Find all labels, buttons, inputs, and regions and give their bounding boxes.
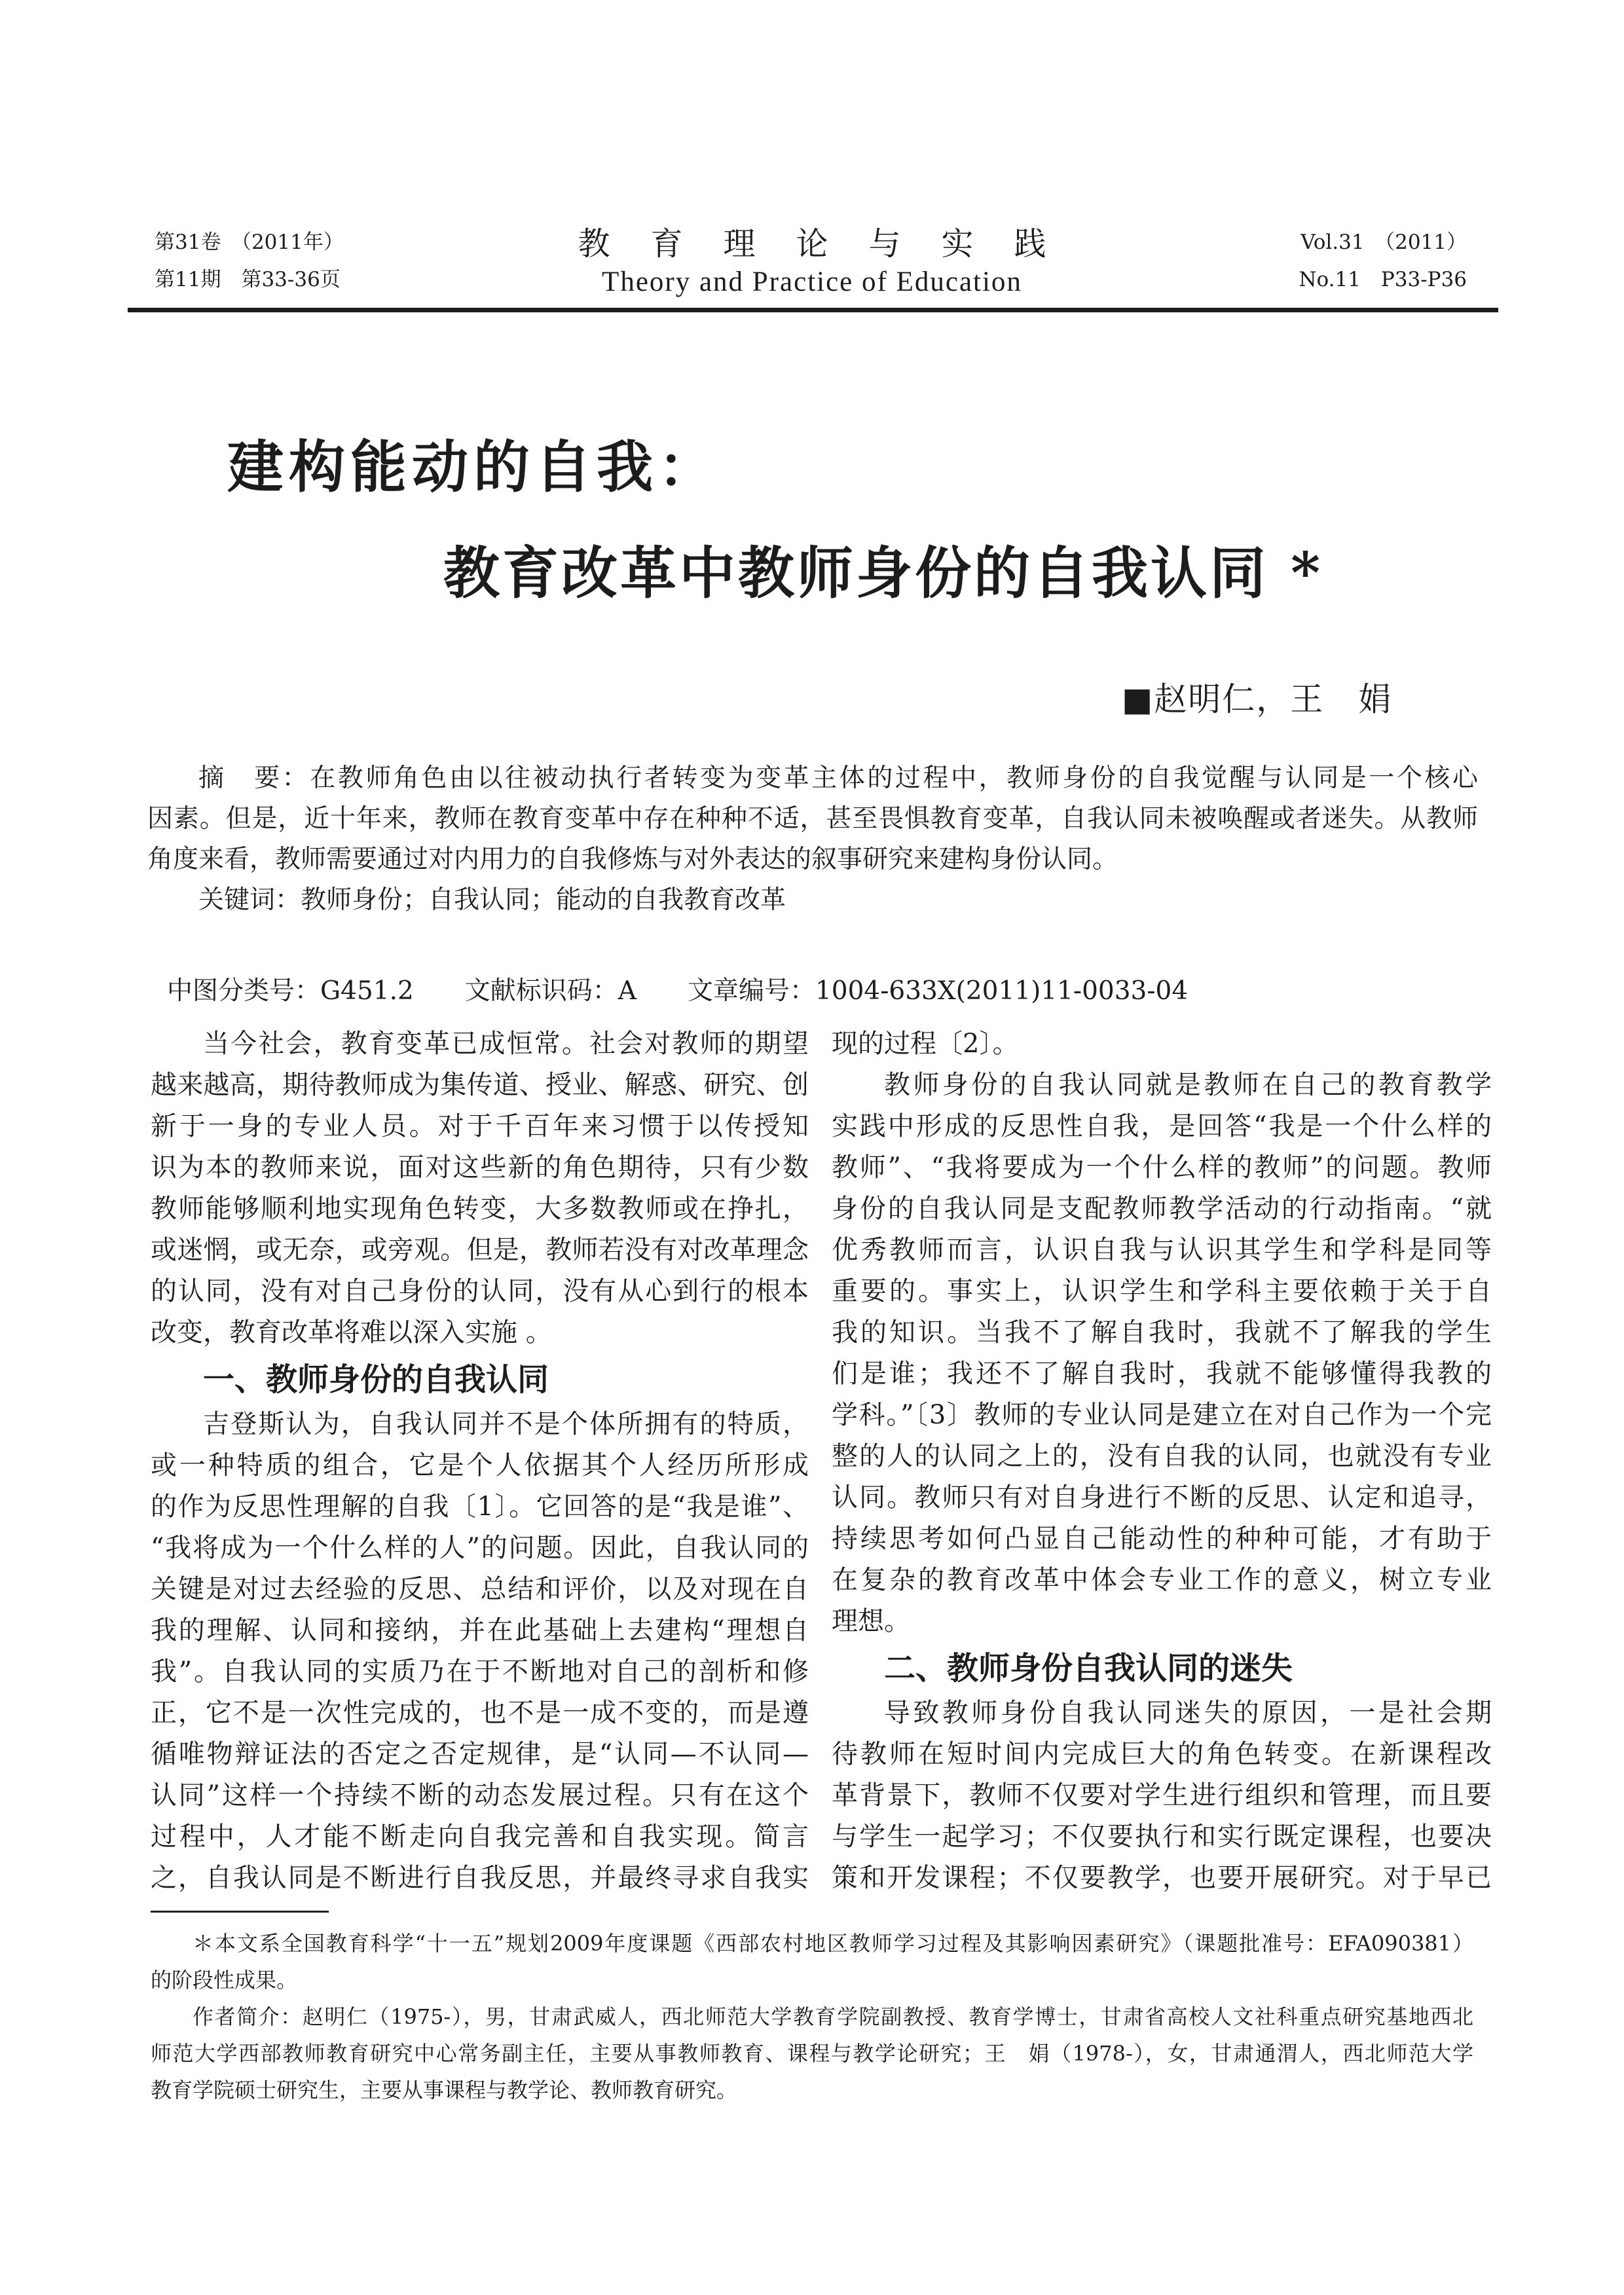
text-line: 识为本的教师来说，面对这些新的角色期待，只有少数 — [151, 1152, 809, 1183]
journal-title-cn: 教育理论与实践 — [578, 225, 1087, 263]
author-line — [1122, 673, 1392, 720]
text-line: 之，自我认同是不断进行自我反思，并最终寻求自我实 — [151, 1863, 809, 1893]
text-line: 的阶段性成果。 — [151, 1968, 298, 1992]
text-line: 过程中，人才能不断走向自我完善和自我实现。简言 — [151, 1822, 809, 1852]
text-line: 学科。”〔3〕教师的专业认同是建立在对自己作为一个完 — [832, 1400, 1492, 1430]
author-marker-icon: ■ — [1122, 680, 1154, 718]
text-line: 正，它不是一次性完成的，也不是一成不变的，而是遵 — [151, 1698, 809, 1728]
issue-number-cn: 第11期 第33-36页 — [155, 268, 341, 291]
text-line: 吉登斯认为，自我认同并不是个体所拥有的特质， — [203, 1409, 809, 1439]
text-line: 摘 要：在教师角色由以往被动执行者转变为变革主体的过程中，教师身份的自我觉醒与认同是一个核心 — [198, 763, 1478, 793]
classification-line: 中图分类号：G451.2 文献标识码：A 文章编号：1004-633X(2011)11-0033-04 — [167, 976, 1189, 1006]
text-line: 我的理解、认同和接纳，并在此基础上去建构“理想自 — [151, 1615, 809, 1645]
author-names: 赵明仁，王 娟 — [1154, 680, 1393, 718]
text-line: 教师身份的自我认同就是教师在自己的教育教学 — [884, 1070, 1492, 1100]
text-line: 或一种特质的组合，它是个人依据其个人经历所形成 — [151, 1450, 809, 1480]
body-column-right — [832, 1023, 1492, 1899]
text-line: 革背景下，教师不仅要对学生进行组织和管理，而且要 — [832, 1780, 1492, 1810]
journal-title-en: Theory and Practice of Education — [602, 266, 1022, 297]
text-line: 的作为反思性理解的自我〔1〕。它回答的是“我是谁”、 — [151, 1492, 809, 1522]
text-line: 理想。 — [832, 1606, 910, 1636]
text-line: 新于一身的专业人员。对于千百年来习惯于以传授知 — [151, 1111, 809, 1141]
text-line: 作者简介：赵明仁（1975-），男，甘肃武威人，西北师范大学教育学院副教授、教育学博士，甘肃省高校人文社科重点研究基地西北 — [193, 2004, 1473, 2029]
text-line: 优秀教师而言，认识自我与认识其学生和学科是同等 — [832, 1235, 1492, 1265]
issue-info-right — [1299, 224, 1467, 299]
text-line: 当今社会，教育变革已成恒常。社会对教师的期望 — [203, 1029, 809, 1059]
text-line: 在复杂的教育改革中体会专业工作的意义，树立专业 — [832, 1565, 1492, 1595]
text-line: 现的过程〔2〕。 — [832, 1029, 1019, 1059]
text-line: 实践中形成的反思性自我，是回答“我是一个什么样的 — [832, 1111, 1492, 1141]
text-line: 们是谁；我还不了解自我时，我就不能够懂得我教的 — [832, 1359, 1492, 1389]
text-line: 教师能够顺利地实现角色转变，大多数教师或在挣扎， — [151, 1194, 809, 1224]
text-line: “我将成为一个什么样的人”的问题。因此，自我认同的 — [151, 1533, 809, 1563]
text-line: ＊本文系全国教育科学“十一五”规划2009年度课题《西部农村地区教师学习过程及其影响因素研究》（课题批准号：EFA090381） — [193, 1931, 1473, 1956]
text-line: 策和开发课程；不仅要教学，也要开展研究。对于早已 — [832, 1863, 1492, 1893]
text-line: 持续思考如何凸显自己能动性的种种可能，才有助于 — [832, 1524, 1492, 1554]
text-line: 角度来看，教师需要通过对内用力的自我修炼与对外表达的叙事研究来建构身份认同。 — [147, 845, 1118, 874]
issue-number-en: No.11 P33-P36 — [1299, 268, 1467, 291]
text-line: 待教师在短时间内完成巨大的角色转变。在新课程改 — [832, 1739, 1492, 1769]
text-line: 我”。自我认同的实质乃在于不断地对自己的剖析和修 — [151, 1657, 809, 1687]
article-title-line2: 教育改革中教师身份的自我认同 * — [443, 540, 1323, 606]
text-line: 认同。教师只有对自身进行不断的反思、认定和追寻， — [832, 1482, 1492, 1513]
text-line: 与学生一起学习；不仅要执行和实行既定课程，也要决 — [832, 1822, 1492, 1852]
text-line: 教育学院硕士研究生，主要从事课程与教学论、教师教育研究。 — [151, 2078, 738, 2102]
text-line: 认同”这样一个持续不断的动态发展过程。只有在这个 — [151, 1780, 809, 1810]
text-line: 整的人的认同之上的，没有自我的认同，也就没有专业 — [832, 1441, 1492, 1471]
text-line: 重要的。事实上，认识学生和学科主要依赖于关于自 — [832, 1276, 1492, 1306]
text-line: 师范大学西部教师教育研究中心常务副主任，主要从事教师教育、课程与教学论研究；王 娟（1978-），女，甘肃通渭人，西北师范大学 — [151, 2041, 1473, 2066]
text-line: 循唯物辩证法的否定之否定规律，是“认同—不认同— — [151, 1739, 809, 1769]
text-line: 因素。但是，近十年来，教师在教育变革中存在种种不适，甚至畏惧教育变革，自我认同未被唤醒或者迷失。从教师 — [147, 804, 1478, 834]
issue-volume-cn: 第31卷 （2011年） — [155, 230, 344, 254]
abstract-block — [147, 758, 1478, 921]
section-heading: 一、教师身份的自我认同 — [203, 1361, 549, 1398]
text-line: 关键是对过去经验的反思、总结和评价，以及对现在自 — [151, 1574, 809, 1604]
section-heading: 二、教师身份自我认同的迷失 — [884, 1650, 1293, 1687]
footnote-block — [151, 1925, 1473, 2108]
text-line: 的认同，没有对自己身份的认同，没有从心到行的根本 — [151, 1276, 809, 1306]
text-line: 导致教师身份自我认同迷失的原因，一是社会期 — [884, 1698, 1492, 1728]
text-line: 越来越高，期待教师成为集传道、授业、解惑、研究、创 — [151, 1070, 809, 1100]
issue-volume-en: Vol.31 （2011） — [1301, 230, 1467, 254]
text-line: 我的知识。当我不了解自我时，我就不了解我的学生 — [832, 1317, 1492, 1348]
masthead-divider — [128, 308, 1498, 312]
text-line: 改变，教育改革将难以深入实施 。 — [151, 1317, 552, 1348]
article-title-line1: 建构能动的自我： — [227, 434, 720, 500]
text-line: 关键词：教师身份；自我认同；能动的自我教育改革 — [198, 885, 786, 915]
text-line: 教师”、“我将要成为一个什么样的教师”的问题。教师 — [832, 1152, 1492, 1183]
text-line: 身份的自我认同是支配教师教学活动的行动指南。“就 — [832, 1194, 1492, 1224]
text-line: 或迷惘，或无奈，或旁观。但是，教师若没有对改革理念 — [151, 1235, 809, 1265]
footnote-divider — [151, 1911, 329, 1913]
body-column-left — [151, 1023, 809, 1899]
